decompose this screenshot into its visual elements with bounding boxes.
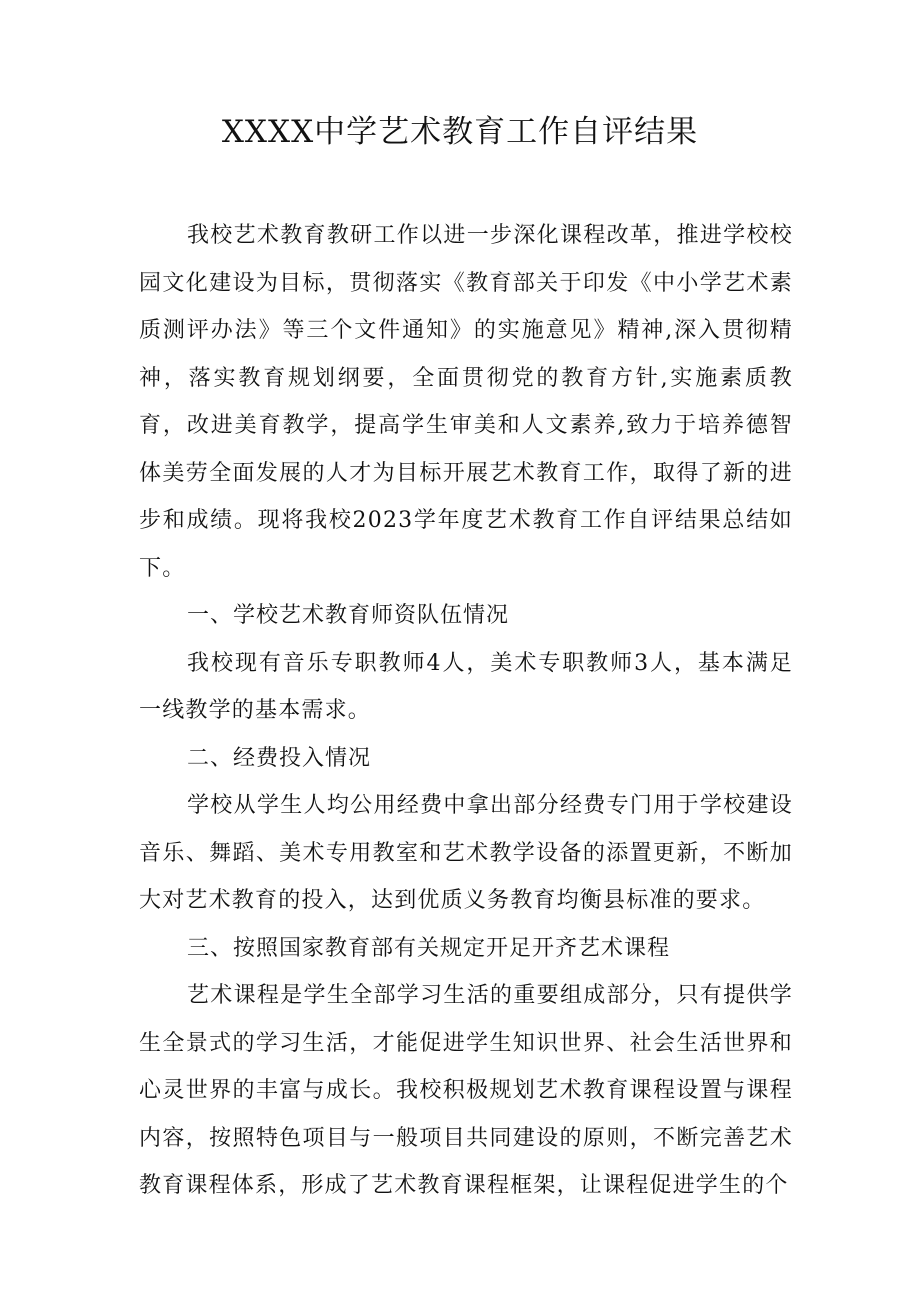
section-heading-teachers: 一、学校艺术教育师资队伍情况 xyxy=(187,603,510,628)
document-body xyxy=(139,212,793,1210)
section-heading-funding: 二、经费投入情况 xyxy=(187,745,372,771)
document-title: XXXX中学艺术教育工作自评结果 xyxy=(221,114,699,150)
section-heading-curriculum: 三、按照国家教育部有关规定开足开齐艺术课程 xyxy=(187,935,671,961)
section-paragraph-funding: 学校从学生人均公用经费中拿出部分经费专门用于学校建设音乐、舞蹈、美术专用教室和艺术教学设备的添置更新，不断加大对艺术教育的投入，达到优质义务教育均衡县标准的要求。 xyxy=(139,793,793,913)
section-paragraph-curriculum: 艺术课程是学生全部学习生活的重要组成部分，只有提供学生全景式的学习生活，才能促进学生知识世界、社会生活世界和心灵世界的丰富与成长。我校积极规划艺术教育课程设置与课程内容，按照特色项目与一般项目共同建设的原则，不断完善艺术教育课程体系，形成了艺术教育课程框架，让课程促进学生的个 xyxy=(139,983,793,1198)
intro-paragraph: 我校艺术教育教研工作以进一步深化课程改革，推进学校校园文化建设为目标，贯彻落实《教育部关于印发《中小学艺术素质测评办法》等三个文件通知》的实施意见》精神,深入贯彻精神，落实教育规划纲要，全面贯彻党的教育方针,实施素质教育，改进美育教学，提高学生审美和人文素养,致力于培养德智体美劳全面发展的人才为目标开展艺术教育工作，取得了新的进步和成绩。现将我校2023学年度艺术教育工作自评结果总结如下。 xyxy=(139,223,793,581)
section-paragraph-teachers: 我校现有音乐专职教师4人，美术专职教师3人，基本满足一线教学的基本需求。 xyxy=(139,650,793,723)
